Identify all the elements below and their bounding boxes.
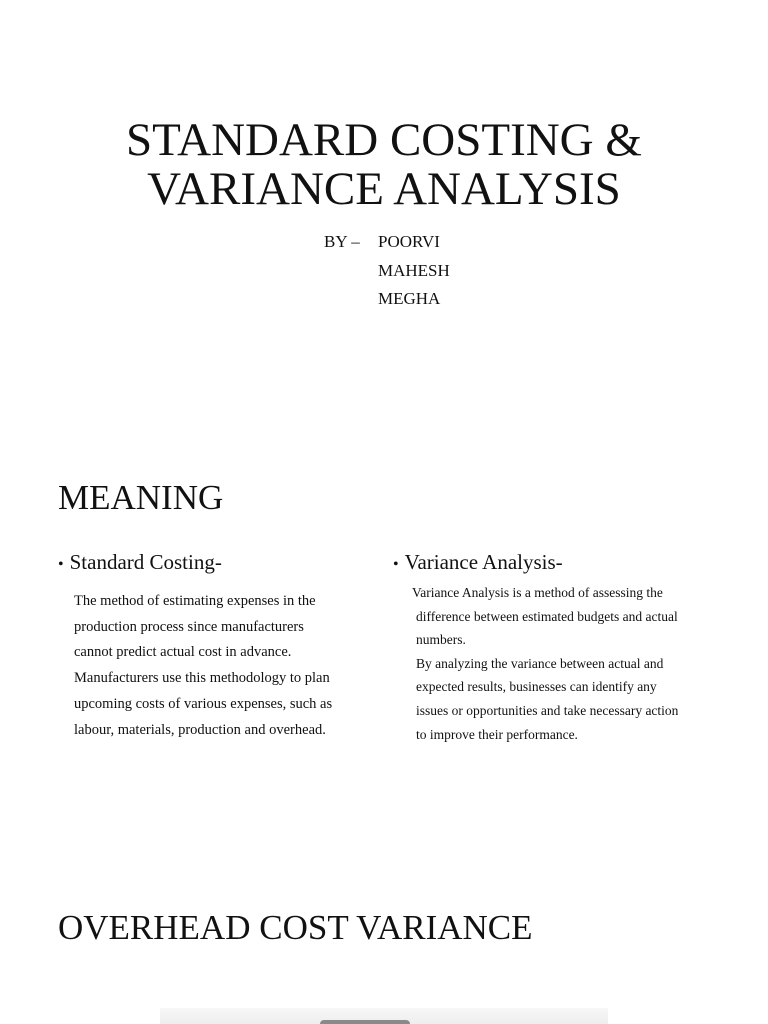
standard-costing-column [58, 548, 368, 743]
slide-title: MEANING [58, 478, 224, 517]
text-line: upcoming costs of various expenses, such as [74, 695, 333, 712]
text-line: Manufacturers use this methodology to plan [74, 670, 330, 687]
heading-text: Standard Costing- [69, 550, 222, 574]
by-label: BY – [324, 232, 360, 251]
title-line-2: VARIANCE ANALYSIS [147, 163, 621, 215]
bullet-icon: • [58, 556, 64, 573]
presentation-title [0, 116, 768, 214]
heading-text: Variance Analysis- [404, 550, 563, 574]
text-line: to improve their performance. [416, 726, 578, 742]
author-name: POORVI [378, 232, 440, 251]
scroll-handle[interactable] [320, 1020, 410, 1024]
bullet-heading [58, 548, 368, 579]
bullet-heading [393, 548, 713, 579]
author-name: MAHESH [378, 260, 450, 280]
bullet-icon: • [393, 556, 399, 573]
author-name: MEGHA [378, 289, 441, 308]
title-line-1: STANDARD COSTING & [126, 114, 642, 166]
text-line: labour, materials, production and overhead. [74, 721, 326, 738]
text-line: production process since manufacturers [74, 618, 304, 635]
variance-analysis-description [393, 581, 713, 746]
standard-costing-description [74, 589, 368, 743]
overhead-slide [0, 860, 768, 1024]
variance-analysis-column [393, 548, 713, 746]
text-line: By analyzing the variance between actual and [416, 655, 664, 671]
text-line: cannot predict actual cost in advance. [74, 644, 292, 661]
text-line: issues or opportunities and take necessary action [416, 702, 679, 718]
text-line: expected results, businesses can identify any [416, 679, 657, 695]
text-line: numbers. [416, 632, 466, 648]
author-byline [324, 228, 450, 314]
slide-title: OVERHEAD COST VARIANCE [58, 908, 533, 947]
text-line: Variance Analysis is a method of assessing the [412, 585, 663, 600]
meaning-slide [0, 440, 768, 860]
title-slide [0, 0, 768, 440]
text-line: difference between estimated budgets and actual [416, 608, 678, 624]
text-line: The method of estimating expenses in the [74, 593, 316, 609]
